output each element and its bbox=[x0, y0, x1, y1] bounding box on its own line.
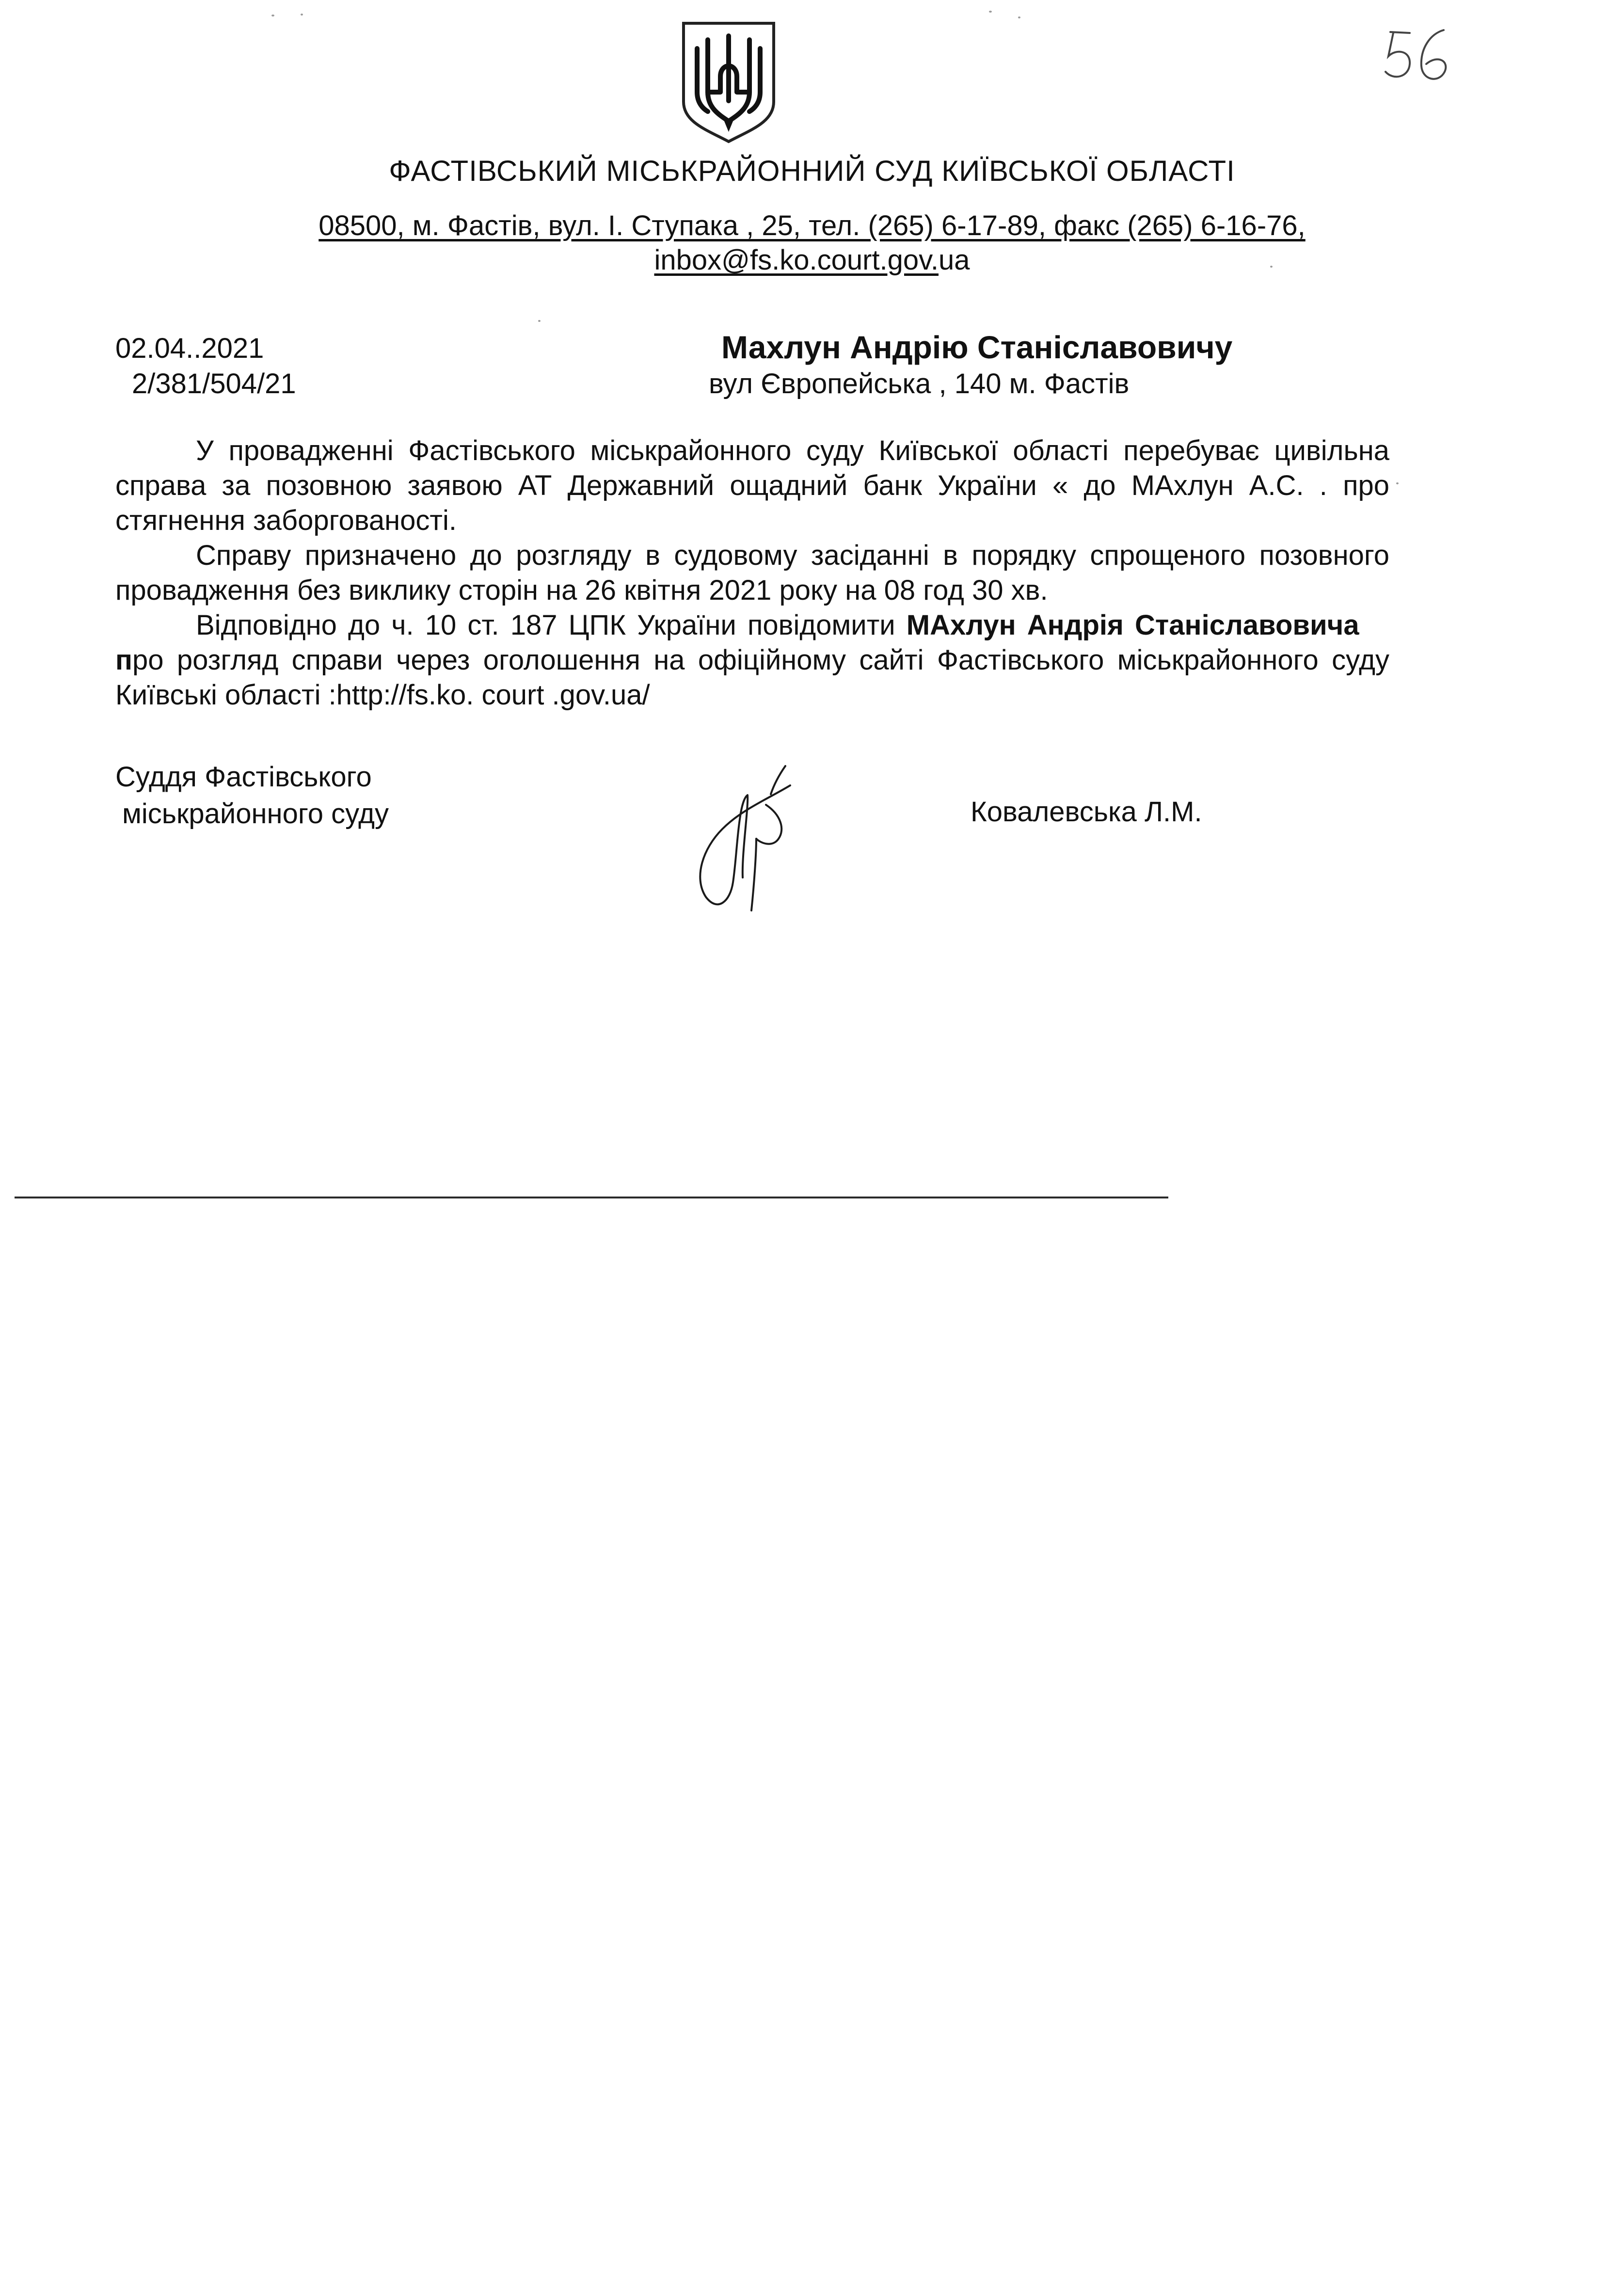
court-email-tail: ua bbox=[939, 244, 970, 276]
notification-text-end: ро розгляд справи через оголошення на офіційному сайті Фастівського міськрайонного суду Київські області :http://fs.ko. court .gov.ua/ bbox=[115, 644, 1389, 711]
notification-text-start: Відповідно до ч. 10 ст. 187 ЦПК України повідомити bbox=[196, 609, 907, 641]
scan-speck bbox=[989, 11, 992, 13]
court-address: 08500, м. Фастів, вул. І. Ступака , 25, тел. (265) 6-17-89, факс (265) 6-16-76, bbox=[318, 210, 1306, 241]
notification-recipient-name: МАхлун Андрія Станіславовича bbox=[906, 609, 1359, 641]
handwritten-page-number bbox=[1382, 23, 1454, 91]
notification-bold-letter: п bbox=[115, 644, 133, 676]
judge-title bbox=[115, 759, 389, 832]
court-email bbox=[0, 244, 1624, 276]
scan-speck bbox=[1018, 16, 1020, 18]
paragraph-case-info: У провадженні Фастівського міськрайонного суду Київської області перебуває цивільна справа за позовною заявою АТ Державний ощадний банк України « до МАхлун А.С. . про стягнення заборгованості. bbox=[115, 435, 1389, 536]
recipient-address: вул Європейська , 140 м. Фастів bbox=[709, 368, 1130, 399]
divider-line bbox=[15, 1197, 1168, 1198]
paragraph-notification bbox=[115, 608, 1389, 713]
recipient-name: Махлун Андрію Станіславовичу bbox=[721, 329, 1233, 365]
paragraph-hearing-date: Справу призначено до розгляду в судовому засіданні в порядку спрощеного позовного провадження без виклику сторін на 26 квітня 2021 року на 08 год 30 хв. bbox=[115, 540, 1389, 606]
scan-speck bbox=[301, 14, 303, 16]
coat-of-arms-trident-icon bbox=[678, 19, 780, 145]
scan-speck bbox=[271, 15, 274, 16]
scan-speck bbox=[538, 320, 541, 322]
scan-speck bbox=[1396, 482, 1399, 484]
handwritten-signature bbox=[684, 756, 810, 916]
court-name-heading: ФАСТІВСЬКИЙ МІСЬКРАЙОННИЙ СУД КИЇВСЬКОЇ ОБЛАСТІ bbox=[389, 155, 1235, 187]
letter-body bbox=[115, 433, 1389, 713]
court-email-underlined: inbox@fs.ko.court.gov. bbox=[654, 244, 939, 276]
judge-name: Ковалевська Л.М. bbox=[971, 796, 1202, 828]
document-number: 2/381/504/21 bbox=[132, 368, 296, 399]
document-date: 02.04..2021 bbox=[115, 333, 264, 364]
judge-title-line1: Суддя Фастівського bbox=[115, 761, 372, 793]
judge-title-line2: міськрайонного суду bbox=[122, 798, 389, 830]
